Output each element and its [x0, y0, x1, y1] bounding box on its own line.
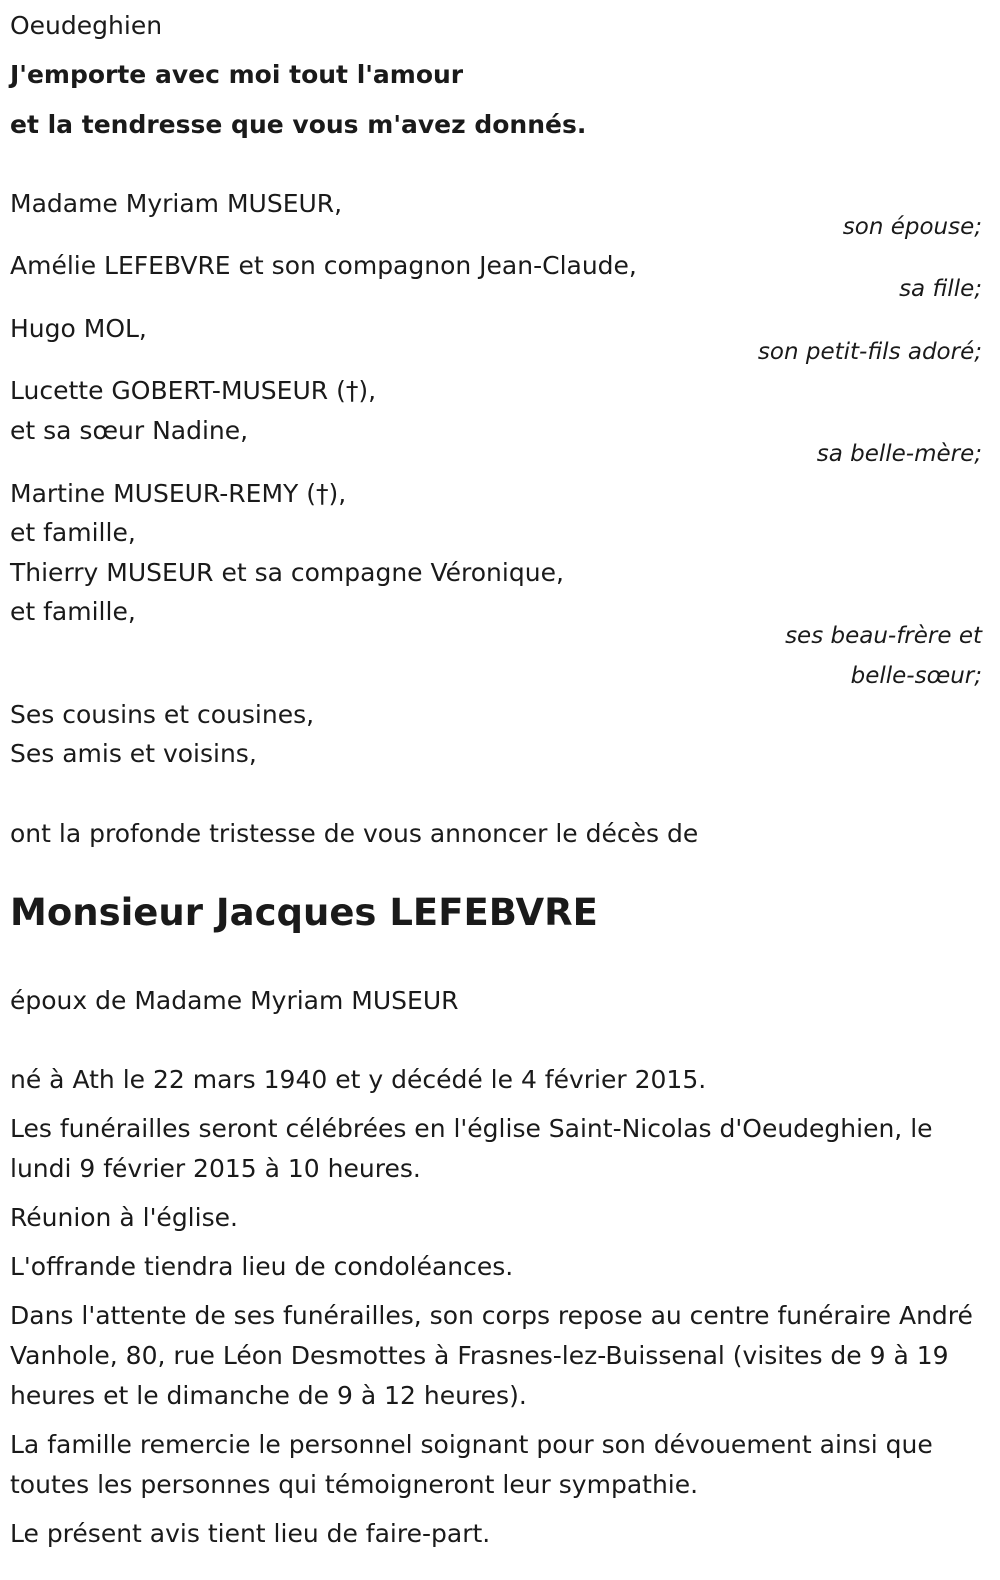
family-member-brother-in-law: Thierry MUSEUR et sa compagne Véronique,: [10, 558, 564, 587]
funeral-paragraph: Les funérailles seront célébrées en l'église Saint-Nicolas d'Oeudeghien, le lundi 9 février 2015 à 10 heures.: [10, 1114, 933, 1183]
deceased-name: Monsieur Jacques LEFEBVRE: [10, 891, 598, 934]
spouse-line: époux de Madame Myriam MUSEUR: [10, 986, 459, 1015]
cousins-line: Ses cousins et cousines,: [10, 700, 315, 729]
repose-paragraph: Dans l'attente de ses funérailles, son corps repose au centre funéraire André Vanhole, 80, rue Léon Desmottes à Frasnes-lez-Buissenal (visites de 9 à 19 heures et le dimanche de 9 à 12 heures).: [10, 1301, 973, 1410]
family-member-sister-in-law: Martine MUSEUR-REMY (†),: [10, 479, 347, 508]
quote-line-1: J'emporte avec moi tout l'amour: [10, 60, 464, 89]
family-member-mother-in-law: Lucette GOBERT-MUSEUR (†),: [10, 376, 377, 405]
notice-paragraph: Le présent avis tient lieu de faire-part.: [10, 1519, 491, 1548]
location-heading: Oeudeghien: [10, 11, 163, 40]
quote-line-2: et la tendresse que vous m'avez donnés.: [10, 110, 587, 139]
relation-daughter: sa fille;: [899, 276, 982, 302]
announcement-text: ont la profonde tristesse de vous annoncer le décès de: [10, 819, 699, 848]
gathering-paragraph: Réunion à l'église.: [10, 1203, 238, 1232]
family-member-grandson: Hugo MOL,: [10, 314, 147, 343]
family-member-daughter: Amélie LEFEBVRE et son compagnon Jean-Claude,: [10, 251, 637, 280]
birth-death-paragraph: né à Ath le 22 mars 1940 et y décédé le 4 février 2015.: [10, 1065, 707, 1094]
relation-mother-in-law: sa belle-mère;: [816, 441, 982, 467]
friends-line: Ses amis et voisins,: [10, 739, 257, 768]
family-member-spouse: Madame Myriam MUSEUR,: [10, 189, 343, 218]
family-member-mother-in-law-sister: et sa sœur Nadine,: [10, 416, 249, 445]
relation-grandson: son petit-fils adoré;: [757, 339, 982, 365]
family-member-sister-in-law-family: et famille,: [10, 518, 136, 547]
family-member-brother-in-law-family: et famille,: [10, 597, 136, 626]
offering-paragraph: L'offrande tiendra lieu de condoléances.: [10, 1252, 514, 1281]
relation-in-laws-line-1: ses beau-frère et: [785, 623, 982, 649]
thanks-paragraph: La famille remercie le personnel soignant pour son dévouement ainsi que toutes les personnes qui témoigneront leur sympathie.: [10, 1430, 933, 1499]
relation-in-laws-line-2: belle-sœur;: [850, 663, 982, 689]
relation-spouse: son épouse;: [842, 214, 982, 240]
